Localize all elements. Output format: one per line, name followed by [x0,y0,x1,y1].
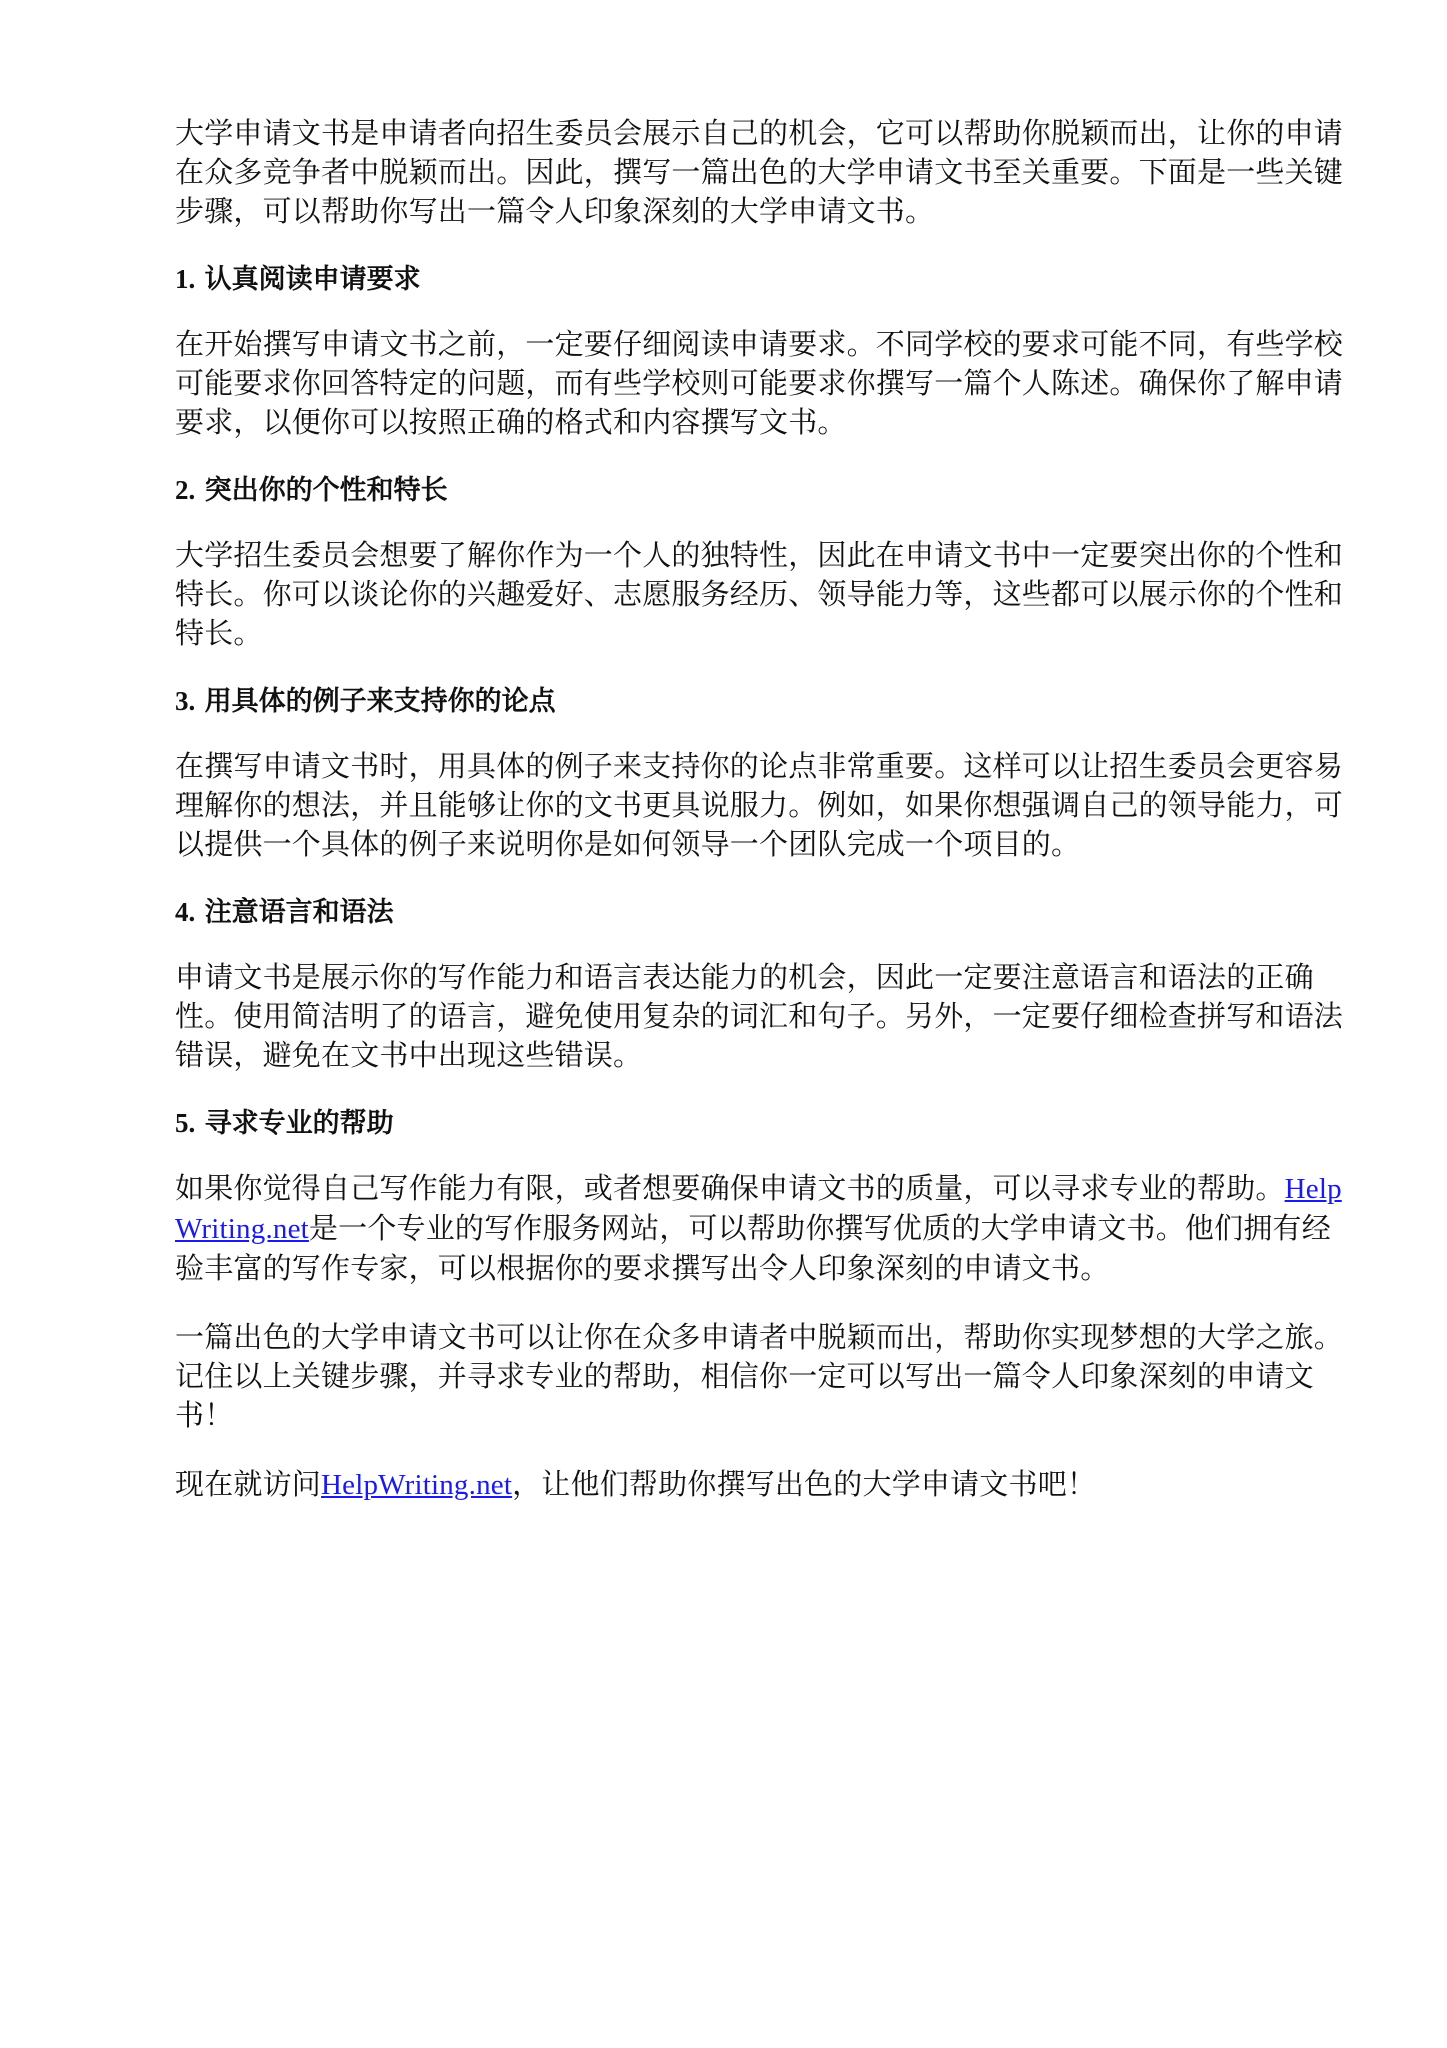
section-5-body [175,1169,1350,1288]
section-4-number: 4. [175,897,196,927]
section-5-text: 如果你觉得自己写作能力有限，或者想要确保申请文书的质量，可以寻求专业的帮助。 [175,1171,1285,1205]
cta-before-link: 现在就访问 [175,1467,322,1501]
intro-paragraph: 大学申请文书是申请者向招生委员会展示自己的机会，它可以帮助你脱颖而出，让你的申请在众多竞争者中脱颖而出。因此，撰写一篇出色的大学申请文书至关重要。下面是一些关键步骤，可以帮助你写出一篇令人印象深刻的大学申请文书。 [175,116,1344,228]
conclusion-paragraph: 一篇出色的大学申请文书可以让你在众多申请者中脱颖而出，帮助你实现梦想的大学之旅。记住以上关键步骤，并寻求专业的帮助，相信你一定可以写出一篇令人印象深刻的申请文书！ [175,1320,1344,1432]
section-3-number: 3. [175,686,196,716]
section-3-body: 在撰写申请文书时，用具体的例子来支持你的论点非常重要。这样可以让招生委员会更容易理解你的想法，并且能够让你的文书更具说服力。例如，如果你想强调自己的领导能力，可以提供一个具体的例子来说明你是如何领导一个团队完成一个项目的。 [175,749,1344,861]
helpwriting-link[interactable]: HelpWriting.net [175,1173,1342,1245]
section-5-heading [175,1105,1350,1142]
section-2-body: 大学招生委员会想要了解你作为一个人的独特性，因此在申请文书中一定要突出你的个性和特长。你可以谈论你的兴趣爱好、志愿服务经历、领导能力等，这些都可以展示你的个性和特长。 [175,538,1344,650]
section-2-heading [175,472,1350,509]
section-3-title: 用具体的例子来支持你的论点 [204,686,556,717]
cta-paragraph [175,1465,1350,1505]
helpwriting-description: 是一个专业的写作服务网站，可以帮助你撰写优质的大学申请文书。他们拥有经验丰富的写作专家，可以根据你的要求撰写出令人印象深刻的申请文书。 [175,1211,1331,1285]
section-5-number: 5. [175,1108,196,1138]
section-1-number: 1. [175,264,196,294]
section-4-title: 注意语言和语法 [204,897,394,928]
section-1-title: 认真阅读申请要求 [204,264,421,295]
section-5-title: 寻求专业的帮助 [204,1108,394,1139]
cta-after-link: ，让他们帮助你撰写出色的大学申请文书吧！ [512,1467,1097,1501]
section-2-title: 突出你的个性和特长 [204,475,448,506]
section-2-number: 2. [175,475,196,505]
cta-link[interactable]: HelpWriting.net [321,1469,513,1501]
section-1-body: 在开始撰写申请文书之前，一定要仔细阅读申请要求。不同学校的要求可能不同，有些学校可能要求你回答特定的问题，而有些学校则可能要求你撰写一篇个人陈述。确保你了解申请要求，以便你可以按照正确的格式和内容撰写文书。 [175,327,1344,439]
section-4-heading [175,894,1350,931]
section-1-heading [175,261,1350,298]
section-4-body: 申请文书是展示你的写作能力和语言表达能力的机会，因此一定要注意语言和语法的正确性。使用简洁明了的语言，避免使用复杂的词汇和句子。另外，一定要仔细检查拼写和语法错误，避免在文书中出现这些错误。 [175,960,1344,1072]
document-page [175,114,1350,1505]
section-3-heading [175,683,1350,720]
